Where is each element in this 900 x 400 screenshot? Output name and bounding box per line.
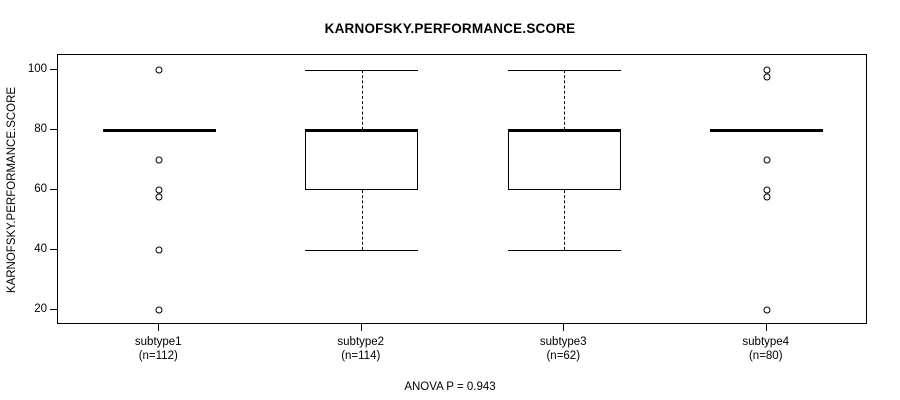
- y-tick-label: 100: [27, 63, 47, 75]
- x-tick-mark: [563, 324, 564, 331]
- x-tick-count: (n=112): [138, 349, 178, 362]
- box-rect: [305, 130, 418, 190]
- y-axis-label: KARNOFSKY.PERFORMANCE.SCORE: [6, 86, 18, 294]
- whisker-upper: [564, 70, 565, 130]
- x-tick-category: subtype1: [134, 336, 182, 348]
- y-tick-label: 80: [34, 123, 47, 135]
- outlier-point: [763, 194, 770, 201]
- plot-area: [57, 54, 867, 324]
- plot-inner: [58, 55, 866, 323]
- outlier-point: [763, 307, 770, 314]
- y-tick-mark: [50, 129, 57, 130]
- anova-footnote: ANOVA P = 0.943: [404, 381, 496, 393]
- chart-title: KARNOFSKY.PERFORMANCE.SCORE: [324, 21, 576, 36]
- x-tick-count: (n=62): [546, 349, 581, 362]
- median-line: [710, 129, 823, 132]
- x-tick-category: subtype3: [539, 336, 587, 348]
- outlier-point: [156, 307, 163, 314]
- x-tick-count: (n=114): [341, 349, 381, 362]
- x-tick-count: (n=80): [748, 349, 783, 362]
- whisker-upper: [362, 70, 363, 130]
- whisker-lower: [362, 190, 363, 250]
- outlier-point: [156, 247, 163, 254]
- y-tick-label: 60: [34, 183, 47, 195]
- outlier-point: [156, 194, 163, 201]
- outlier-point: [156, 187, 163, 194]
- median-line: [103, 129, 216, 132]
- x-tick-label: [463, 336, 663, 363]
- outlier-point: [763, 187, 770, 194]
- median-line: [305, 129, 418, 132]
- x-tick-mark: [766, 324, 767, 331]
- y-tick-mark: [50, 249, 57, 250]
- y-tick-label: 40: [34, 243, 47, 255]
- y-tick-mark: [50, 189, 57, 190]
- outlier-point: [156, 157, 163, 164]
- whisker-cap-upper: [305, 70, 418, 71]
- x-tick-mark: [361, 324, 362, 331]
- x-tick-label: [666, 336, 866, 363]
- y-tick-label: 20: [34, 303, 47, 315]
- median-line: [508, 129, 621, 132]
- outlier-point: [763, 67, 770, 74]
- whisker-cap-upper: [508, 70, 621, 71]
- box-rect: [508, 130, 621, 190]
- y-tick-mark: [50, 69, 57, 70]
- x-tick-label: [261, 336, 461, 363]
- x-tick-label: [58, 336, 258, 363]
- outlier-point: [763, 157, 770, 164]
- whisker-cap-lower: [508, 250, 621, 251]
- x-tick-category: subtype4: [742, 336, 790, 348]
- x-tick-mark: [158, 324, 159, 331]
- x-tick-category: subtype2: [337, 336, 385, 348]
- whisker-cap-lower: [305, 250, 418, 251]
- whisker-lower: [564, 190, 565, 250]
- outlier-point: [763, 74, 770, 81]
- y-tick-mark: [50, 309, 57, 310]
- outlier-point: [156, 67, 163, 74]
